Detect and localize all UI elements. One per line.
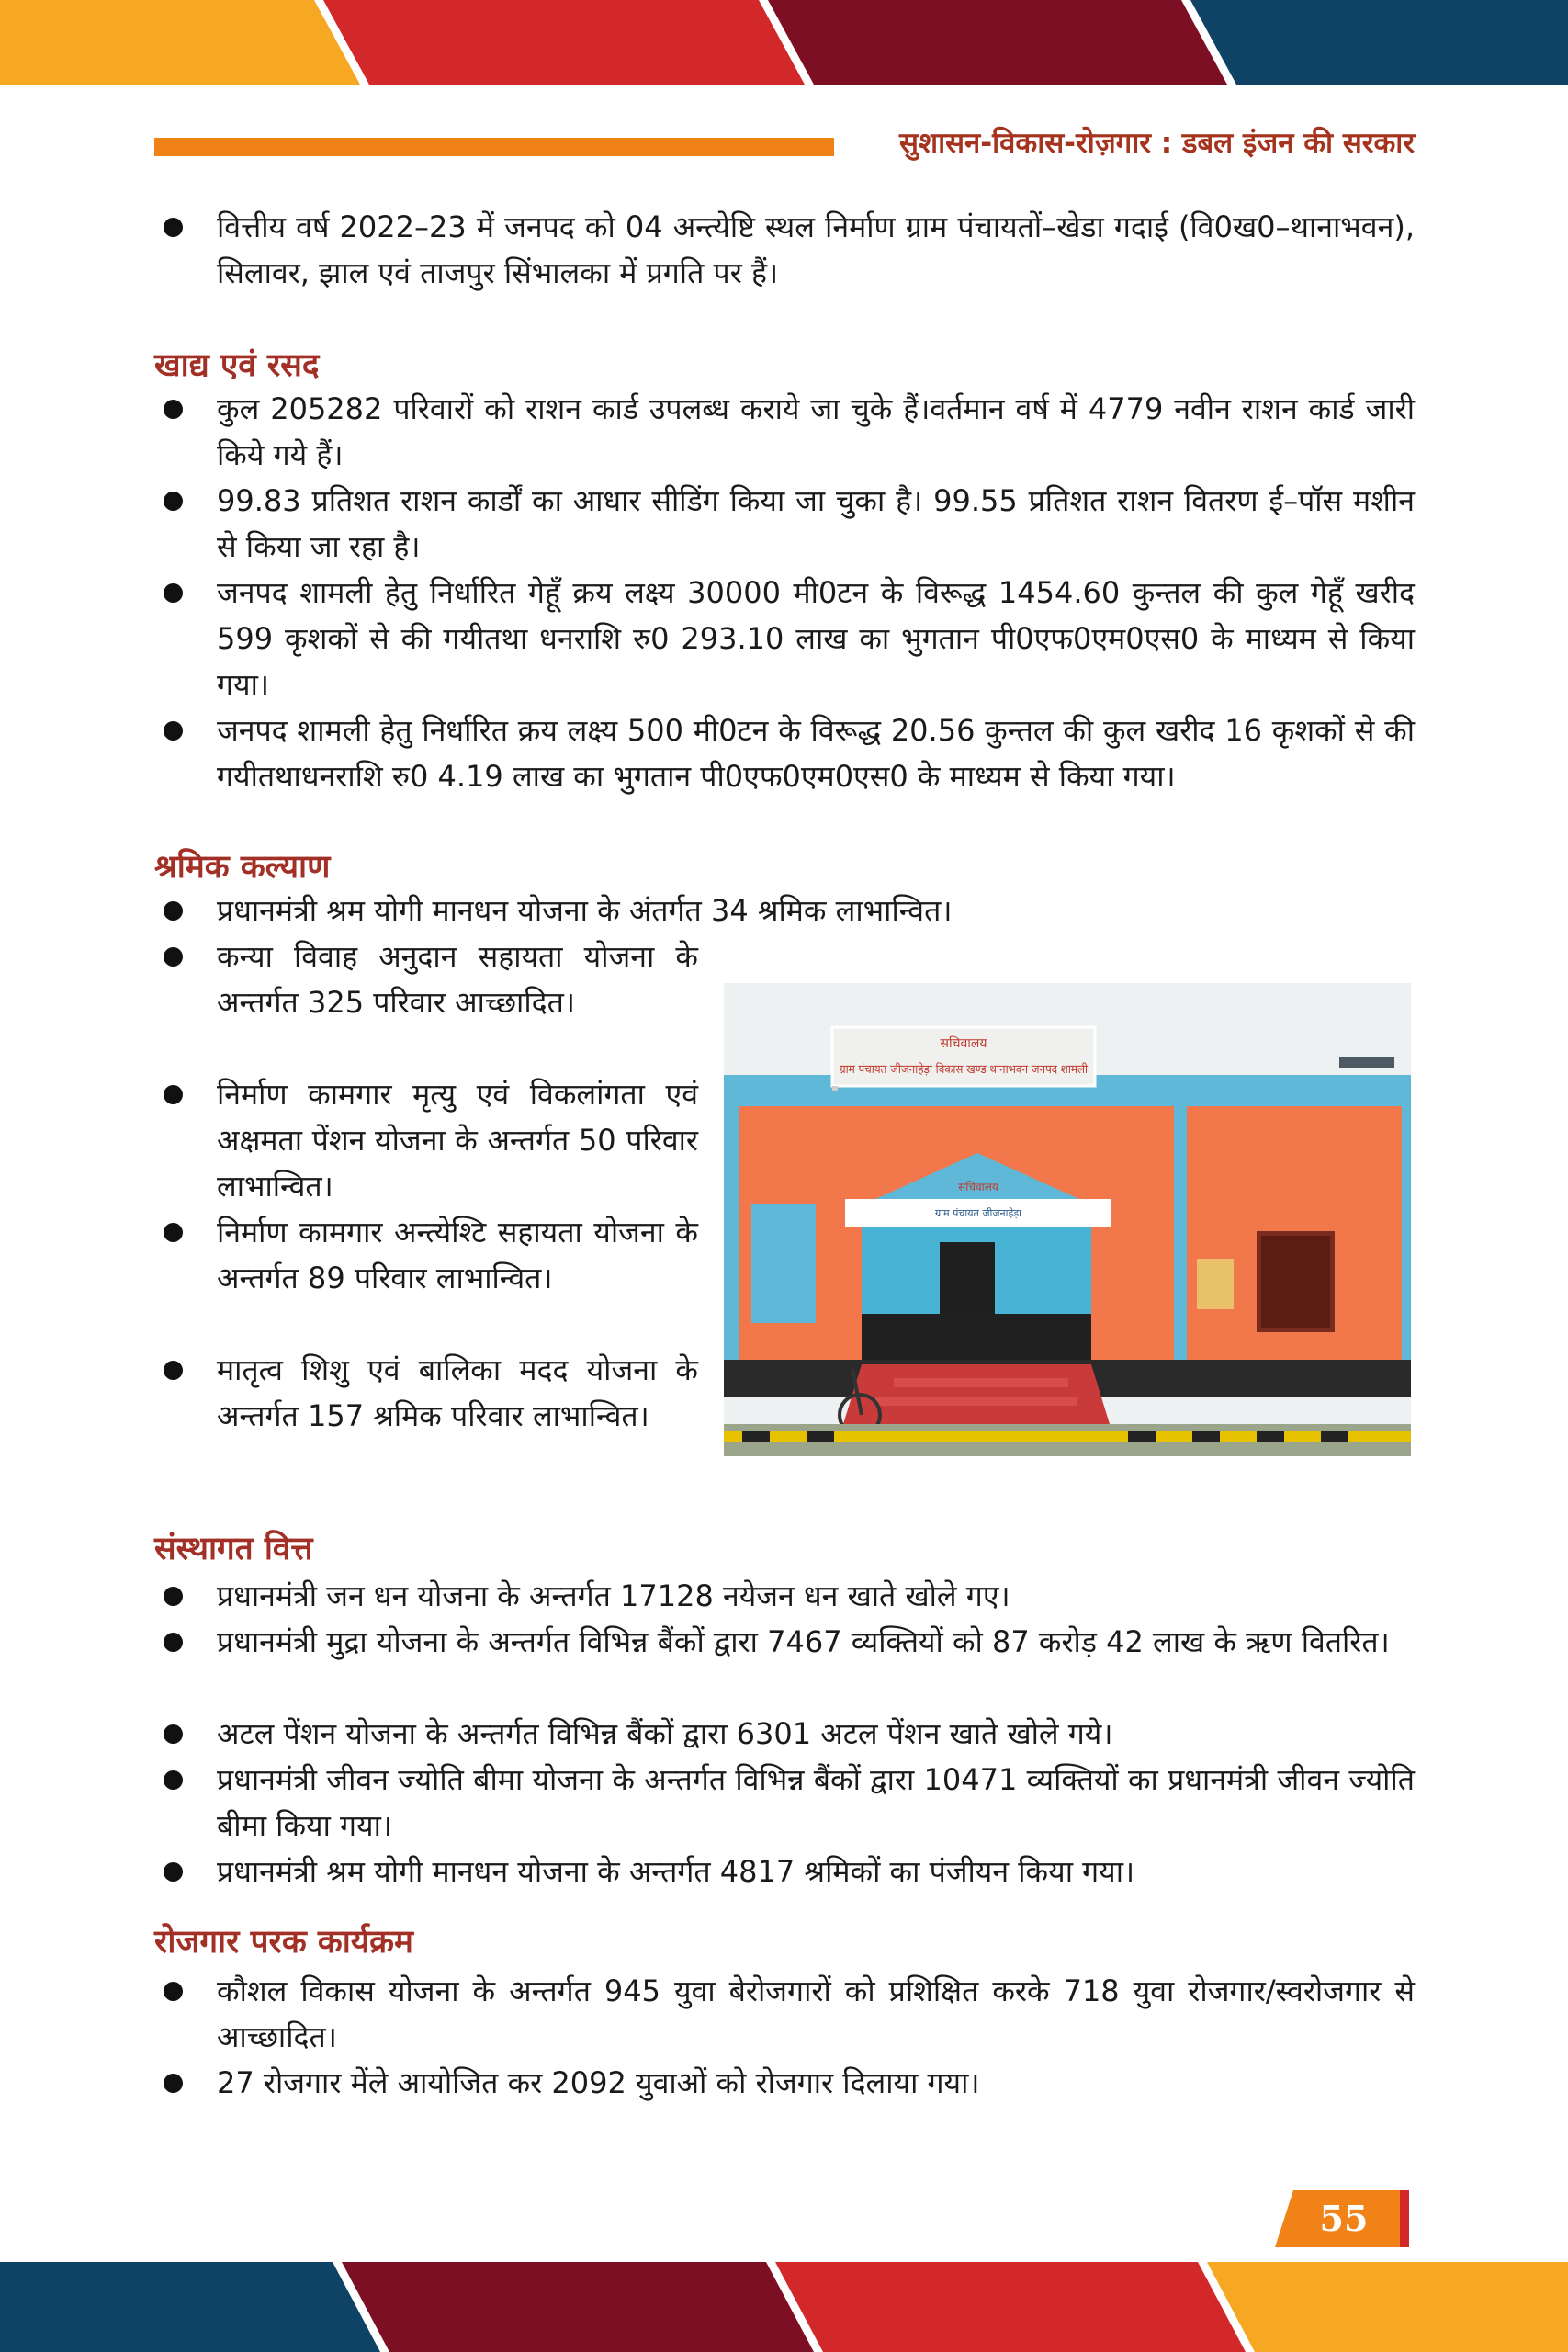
photo-sign-line1: सचिवालय bbox=[940, 1036, 987, 1051]
top-color-band bbox=[0, 0, 1568, 85]
panchayat-building-photo bbox=[724, 983, 1411, 1456]
bullet-icon bbox=[164, 1361, 183, 1380]
bottom-band-maroon bbox=[338, 2262, 819, 2352]
bullet-icon bbox=[164, 721, 183, 741]
list-item: प्रधानमंत्री जीवन ज्योति बीमा योजना के अन्तर्गत विभिन्न बैंकों द्वारा 10471 व्यक्तियों का प्रधानमंत्री जीवन ज्योति बीमा किया गया। bbox=[154, 1757, 1415, 1849]
list-item: 99.83 प्रतिशत राशन कार्डों का आधार सीडिंग किया जा चुका है। 99.55 प्रतिशत राशन वितरण ई–पॉस मशीन से किया जा रहा है। bbox=[154, 478, 1415, 570]
bullet-icon bbox=[164, 1982, 183, 2001]
bullet-icon bbox=[164, 947, 183, 967]
list-item: प्रधानमंत्री मुद्रा योजना के अन्तर्गत विभिन्न बैंकों द्वारा 7467 व्यक्तियों को 87 करोड़ 42 लाख के ऋण वितरित। bbox=[154, 1619, 1415, 1665]
list-item: कौशल विकास योजना के अन्तर्गत 945 युवा बेरोजगारों को प्रशिक्षित करके 718 युवा रोजगार/स्वरोजगार से आच्छादित। bbox=[154, 1968, 1415, 2060]
bullet-icon bbox=[164, 1223, 183, 1242]
top-band-maroon bbox=[764, 0, 1233, 85]
bullet-icon bbox=[164, 1633, 183, 1652]
list-item: 27 रोजगार मेंले आयोजित कर 2092 युवाओं को रोजगार दिलाया गया। bbox=[154, 2060, 1415, 2106]
list-item: कन्या विवाह अनुदान सहायता योजना के अन्तर्गत 325 परिवार आच्छादित। bbox=[154, 933, 698, 1025]
bullet-icon bbox=[164, 492, 183, 511]
list-item: अटल पेंशन योजना के अन्तर्गत विभिन्न बैंकों द्वारा 6301 अटल पेंशन खाते खोले गये। bbox=[154, 1711, 1415, 1757]
bullet-icon bbox=[164, 218, 183, 237]
section-heading-employment: रोजगार परक कार्यक्रम bbox=[154, 1924, 413, 1961]
bottom-band-navy bbox=[0, 2262, 386, 2352]
section-heading-finance: संस्थागत वित्त bbox=[154, 1531, 313, 1567]
page-number-badge bbox=[1275, 2190, 1409, 2247]
section-heading-labour: श्रमिक कल्याण bbox=[154, 849, 331, 886]
list-item: प्रधानमंत्री श्रम योगी मानधन योजना के अन्तर्गत 4817 श्रमिकों का पंजीयन किया गया। bbox=[154, 1849, 1415, 1894]
list-item: निर्माण कामगार मृत्यु एवं विकलांगता एवं अक्षमता पेंशन योजना के अन्तर्गत 50 परिवार लाभान्वित। bbox=[154, 1071, 698, 1209]
photo-door-sign-line2: ग्राम पंचायत जीजनाहेड़ा bbox=[934, 1207, 1022, 1219]
list-item: जनपद शामली हेतु निर्धारित गेहूँ क्रय लक्ष्य 30000 मी0टन के विरूद्ध 1454.60 कुन्तल की कुल गेहूँ खरीद 599 कृशकों से की गयीतथा धनराशि रु0 293.10 लाख का भुगतान पी0एफ0एम0एस0 के माध्यम से किया गया। bbox=[154, 570, 1415, 707]
bottom-band-yellow bbox=[1203, 2262, 1568, 2352]
list-item: वित्तीय वर्ष 2022–23 में जनपद को 04 अन्त्येष्टि स्थल निर्माण ग्राम पंचायतों–खेडा गदाई (वि0ख0–थानाभवन), सिलावर, झाल एवं ताजपुर सिंभालका में प्रगति पर हैं। bbox=[154, 204, 1415, 296]
list-item: मातृत्व शिशु एवं बालिका मदद योजना के अन्तर्गत 157 श्रमिक परिवार लाभान्वित। bbox=[154, 1347, 698, 1439]
bullet-icon bbox=[164, 1724, 183, 1744]
photo-door-sign-line1: सचिवालय bbox=[958, 1181, 998, 1193]
bullet-icon bbox=[164, 1770, 183, 1790]
bullet-icon bbox=[164, 400, 183, 419]
bullet-icon bbox=[164, 1085, 183, 1104]
bullet-icon bbox=[164, 1862, 183, 1882]
photo-sign-line2: ग्राम पंचायत जीजनाहेड़ा विकास खण्ड थानाभवन जनपद शामली bbox=[840, 1063, 1113, 1077]
list-item: जनपद शामली हेतु निर्धारित क्रय लक्ष्य 500 मी0टन के विरूद्ध 20.56 कुन्तल की कुल खरीद 16 कृशकों से की गयीतथाधनराशि रु0 4.19 लाख का भुगतान पी0एफ0एम0एस0 के माध्यम से किया गया। bbox=[154, 707, 1415, 799]
page-number: 55 bbox=[1319, 2198, 1369, 2239]
bullet-icon bbox=[164, 901, 183, 921]
bullet-icon bbox=[164, 583, 183, 603]
header-orange-bar bbox=[154, 138, 834, 156]
bottom-color-band bbox=[0, 2262, 1568, 2352]
top-band-navy bbox=[1187, 0, 1568, 85]
top-band-red bbox=[320, 0, 810, 85]
list-item: प्रधानमंत्री श्रम योगी मानधन योजना के अंतर्गत 34 श्रमिक लाभान्वित। bbox=[154, 888, 1415, 933]
list-item: प्रधानमंत्री जन धन योजना के अन्तर्गत 17128 नयेजन धन खाते खोले गए। bbox=[154, 1573, 1415, 1619]
list-item: निर्माण कामगार अन्त्येश्टि सहायता योजना के अन्तर्गत 89 परिवार लाभान्वित। bbox=[154, 1209, 698, 1301]
header-title: सुशासन-विकास-रोज़गार : डबल इंजन की सरकार bbox=[899, 127, 1415, 160]
bullet-icon bbox=[164, 1587, 183, 1606]
bottom-band-red bbox=[772, 2262, 1251, 2352]
section-heading-food: खाद्य एवं रसद bbox=[154, 347, 320, 384]
top-band-yellow bbox=[0, 0, 366, 85]
bullet-icon bbox=[164, 2074, 183, 2093]
list-item: कुल 205282 परिवारों को राशन कार्ड उपलब्ध कराये जा चुके हैं।वर्तमान वर्ष में 4779 नवीन राशन कार्ड जारी किये गये हैं। bbox=[154, 386, 1415, 478]
